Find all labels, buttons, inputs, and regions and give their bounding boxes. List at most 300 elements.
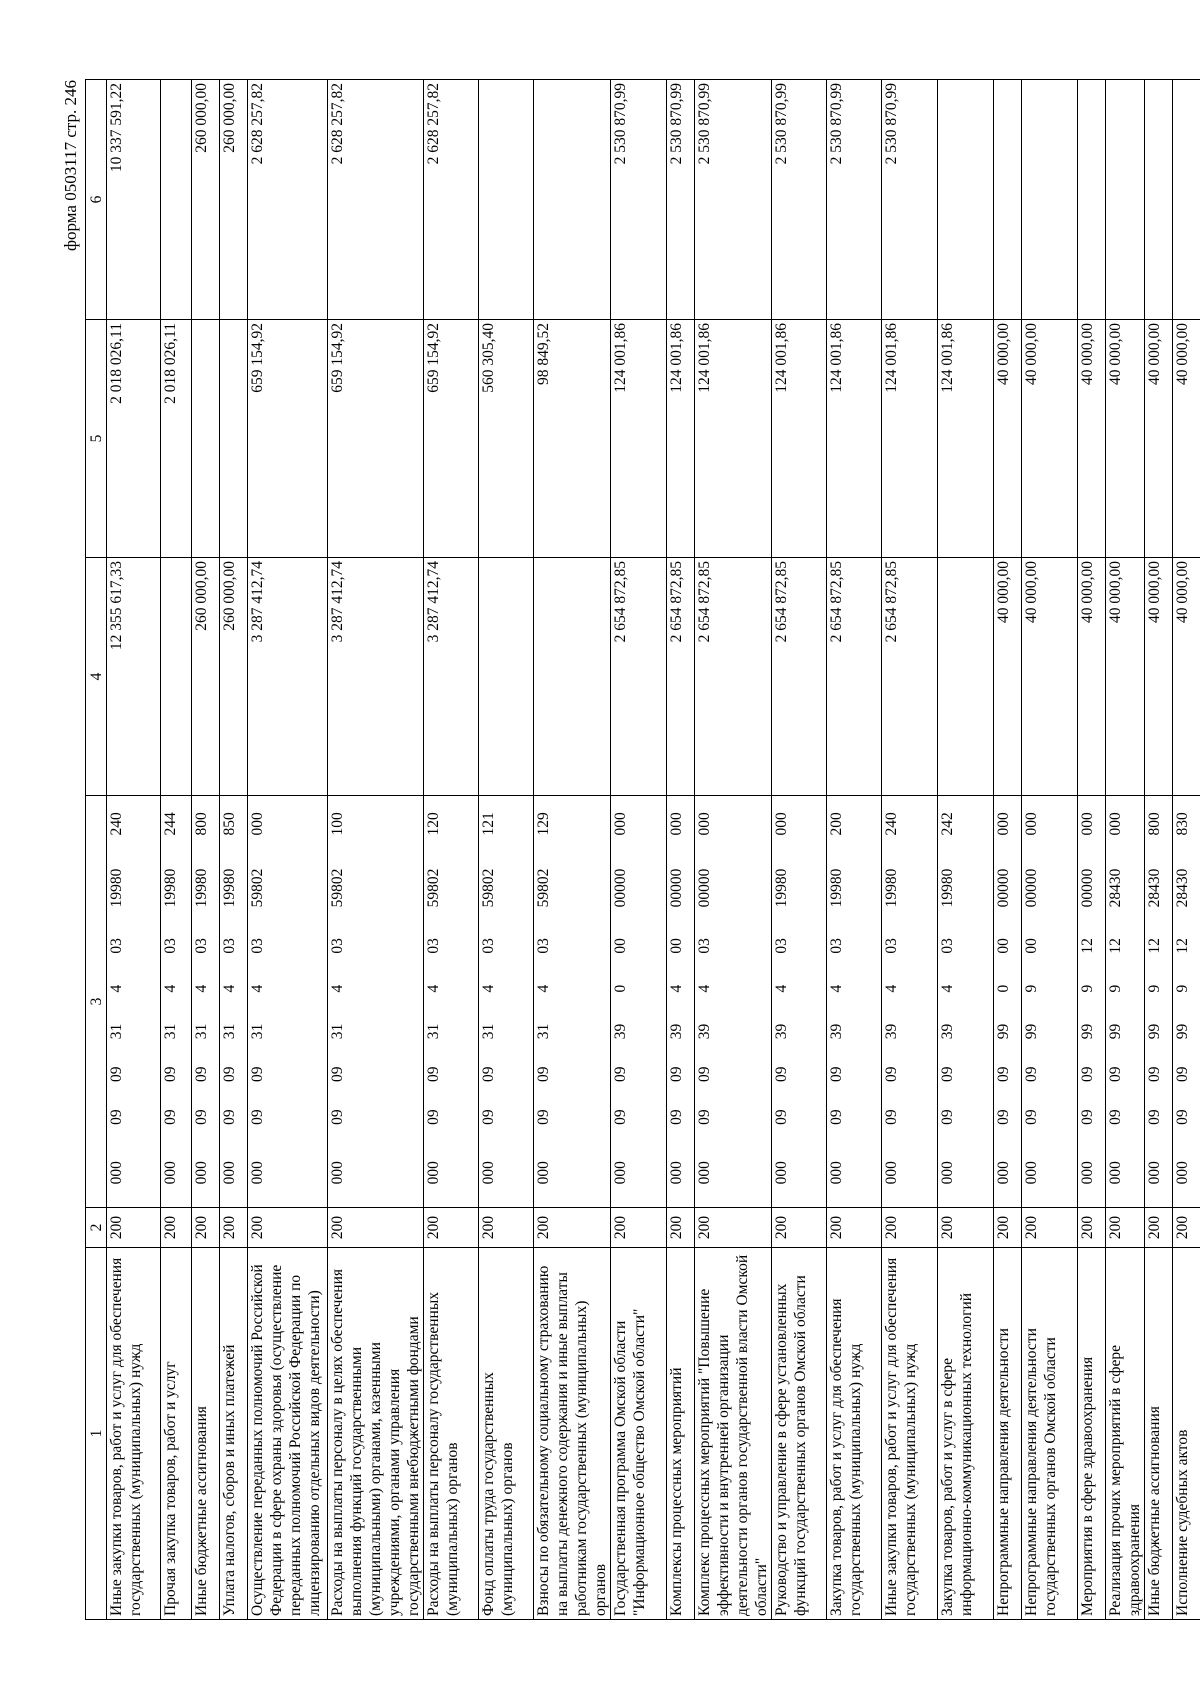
- code-segment: 000: [1079, 812, 1096, 836]
- executed-amount: 2 018 026,11: [107, 320, 161, 558]
- unexecuted-amount: 2 628 257,82: [424, 80, 479, 320]
- row-name: Закупка товаров, работ и услуг для обеспечения государственных (муниципальных) нужд: [827, 1248, 882, 1620]
- code-segment: 09: [162, 1066, 179, 1083]
- row-classification-code: [1173, 796, 1200, 1208]
- code-segment: 09: [1107, 1109, 1124, 1125]
- code-segment: 09: [425, 1066, 442, 1083]
- approved-amount: 40 000,00: [994, 558, 1022, 796]
- row-line-code: 200: [1022, 1208, 1078, 1248]
- code-segment: 59802: [480, 868, 497, 908]
- code-segment: 240: [108, 812, 125, 836]
- row-line-code: 200: [695, 1208, 772, 1248]
- code-segment: 03: [773, 938, 790, 954]
- code-segment: 00: [668, 938, 685, 954]
- code-segment: 240: [883, 812, 900, 836]
- unexecuted-amount: [479, 80, 534, 320]
- code-segment: 830: [1174, 812, 1191, 836]
- unexecuted-amount: 2 530 870,99: [882, 80, 938, 320]
- code-segment: 09: [883, 1066, 900, 1083]
- code-segment: 000: [1174, 1161, 1191, 1185]
- code-segment: 4: [108, 984, 125, 993]
- row-line-code: 200: [248, 1208, 328, 1248]
- table-row: [107, 80, 161, 1620]
- code-segment: 800: [193, 812, 210, 836]
- executed-amount: 659 154,92: [248, 320, 328, 558]
- code-segment: 59802: [535, 868, 552, 908]
- executed-amount: 124 001,86: [772, 320, 827, 558]
- code-segment: 99: [1107, 1023, 1124, 1040]
- code-segment: 00: [1023, 938, 1040, 954]
- code-segment: 12: [1174, 938, 1191, 954]
- code-segment: 31: [162, 1023, 179, 1040]
- code-segment: 31: [425, 1023, 442, 1040]
- unexecuted-amount: 2 628 257,82: [248, 80, 328, 320]
- row-line-code: 200: [1078, 1208, 1106, 1248]
- code-segment: 0: [995, 984, 1012, 993]
- row-classification-code: [695, 796, 772, 1208]
- row-line-code: 200: [772, 1208, 827, 1248]
- code-segment: 09: [612, 1109, 629, 1125]
- code-segment: 39: [612, 1023, 629, 1040]
- code-segment: 4: [162, 984, 179, 993]
- unexecuted-amount: 2 628 257,82: [328, 80, 424, 320]
- executed-amount: 659 154,92: [424, 320, 479, 558]
- code-segment: 09: [425, 1109, 442, 1125]
- code-segment: 09: [1146, 1066, 1163, 1083]
- unexecuted-amount: 2 530 870,99: [695, 80, 772, 320]
- code-segment: 09: [1146, 1109, 1163, 1125]
- table-row: [424, 80, 479, 1620]
- row-name: Расходы на выплаты персоналу государственных (муниципальных) органов: [424, 1248, 479, 1620]
- approved-amount: 40 000,00: [1173, 558, 1200, 796]
- row-classification-code: [328, 796, 424, 1208]
- table-row: [772, 80, 827, 1620]
- code-segment: 09: [329, 1066, 346, 1083]
- table-row: [534, 80, 611, 1620]
- code-segment: 09: [108, 1109, 125, 1125]
- code-segment: 000: [480, 1161, 497, 1185]
- code-segment: 09: [249, 1109, 266, 1125]
- unexecuted-amount: 2 530 870,99: [827, 80, 882, 320]
- code-segment: 19980: [883, 868, 900, 908]
- code-segment: 39: [828, 1023, 845, 1040]
- code-segment: 39: [883, 1023, 900, 1040]
- code-segment: 000: [329, 1161, 346, 1185]
- code-segment: 09: [696, 1066, 713, 1083]
- row-name: Иные закупки товаров, работ и услуг для обеспечения государственных (муниципальных) нужд: [882, 1248, 938, 1620]
- code-segment: 000: [612, 812, 629, 836]
- code-segment: 03: [108, 938, 125, 954]
- executed-amount: 124 001,86: [827, 320, 882, 558]
- executed-amount: 40 000,00: [994, 320, 1022, 558]
- row-classification-code: [882, 796, 938, 1208]
- row-line-code: 200: [534, 1208, 611, 1248]
- code-segment: 4: [828, 984, 845, 993]
- code-segment: 000: [1107, 812, 1124, 836]
- code-segment: 09: [1023, 1109, 1040, 1125]
- approved-amount: 2 654 872,85: [611, 558, 667, 796]
- code-segment: 03: [221, 938, 238, 954]
- code-segment: 99: [995, 1023, 1012, 1040]
- executed-amount: 124 001,86: [667, 320, 695, 558]
- form-label: форма 0503117 стр. 246: [61, 80, 80, 251]
- header-cell: 4: [86, 558, 107, 796]
- code-segment: 09: [1079, 1109, 1096, 1125]
- code-segment: 000: [668, 1161, 685, 1185]
- code-segment: 4: [480, 984, 497, 993]
- code-segment: 59802: [329, 868, 346, 908]
- approved-amount: 2 654 872,85: [827, 558, 882, 796]
- approved-amount: 3 287 412,74: [328, 558, 424, 796]
- code-segment: 19980: [773, 868, 790, 908]
- code-segment: 00000: [668, 868, 685, 908]
- code-segment: 000: [1146, 1161, 1163, 1185]
- code-segment: 99: [1079, 1023, 1096, 1040]
- code-segment: 00: [995, 938, 1012, 954]
- approved-amount: 12 355 617,33: [107, 558, 161, 796]
- approved-amount: 40 000,00: [1145, 558, 1173, 796]
- unexecuted-amount: [1145, 80, 1173, 320]
- code-segment: 59802: [425, 868, 442, 908]
- row-classification-code: [192, 796, 220, 1208]
- executed-amount: 40 000,00: [1106, 320, 1145, 558]
- row-classification-code: [220, 796, 248, 1208]
- row-line-code: 200: [161, 1208, 192, 1248]
- row-classification-code: [1022, 796, 1078, 1208]
- budget-table: [85, 79, 1200, 1620]
- approved-amount: 40 000,00: [1106, 558, 1145, 796]
- executed-amount: 124 001,86: [695, 320, 772, 558]
- code-segment: 000: [221, 1161, 238, 1185]
- unexecuted-amount: 260 000,00: [220, 80, 248, 320]
- code-segment: 39: [696, 1023, 713, 1040]
- row-classification-code: [667, 796, 695, 1208]
- code-segment: 000: [249, 812, 266, 836]
- code-segment: 4: [193, 984, 210, 993]
- code-segment: 000: [1107, 1161, 1124, 1185]
- code-segment: 19980: [193, 868, 210, 908]
- code-segment: 00000: [995, 868, 1012, 908]
- code-segment: 09: [939, 1066, 956, 1083]
- unexecuted-amount: [1078, 80, 1106, 320]
- row-name: Комплекс процессных мероприятий "Повышение эффективности и внутренней организации деятельности органов государственной власти Омской области": [695, 1248, 772, 1620]
- code-segment: 19980: [828, 868, 845, 908]
- code-segment: 09: [193, 1066, 210, 1083]
- code-segment: 09: [329, 1109, 346, 1125]
- row-name: Взносы по обязательному социальному страхованию на выплаты денежного содержания и иные выплаты работникам государственных (муниципальных) органов: [534, 1248, 611, 1620]
- executed-amount: 40 000,00: [1145, 320, 1173, 558]
- approved-amount: [161, 558, 192, 796]
- code-segment: 9: [1023, 984, 1040, 993]
- code-segment: 850: [221, 812, 238, 836]
- code-segment: 09: [1107, 1066, 1124, 1083]
- unexecuted-amount: [1106, 80, 1145, 320]
- row-classification-code: [772, 796, 827, 1208]
- row-line-code: 200: [192, 1208, 220, 1248]
- approved-amount: 3 287 412,74: [424, 558, 479, 796]
- row-name: Закупка товаров, работ и услуг в сфере информационно-коммуникационных технологий: [938, 1248, 994, 1620]
- table-row: [479, 80, 534, 1620]
- row-name: Мероприятия в сфере здравоохранения: [1078, 1248, 1106, 1620]
- row-name: Иные бюджетные ассигнования: [192, 1248, 220, 1620]
- table-row: [938, 80, 994, 1620]
- code-segment: 09: [108, 1066, 125, 1083]
- code-segment: 000: [995, 1161, 1012, 1185]
- approved-amount: [479, 558, 534, 796]
- code-segment: 00000: [612, 868, 629, 908]
- row-line-code: 200: [994, 1208, 1022, 1248]
- code-segment: 09: [773, 1109, 790, 1125]
- unexecuted-amount: 260 000,00: [192, 80, 220, 320]
- code-segment: 03: [480, 938, 497, 954]
- unexecuted-amount: [161, 80, 192, 320]
- row-line-code: 200: [882, 1208, 938, 1248]
- table-row: [1078, 80, 1106, 1620]
- executed-amount: 2 018 026,11: [161, 320, 192, 558]
- code-segment: 00000: [696, 868, 713, 908]
- executed-amount: 124 001,86: [938, 320, 994, 558]
- row-name: Осуществление переданных полномочий Российской Федерации в сфере охраны здоровья (осуществление переданных полномочий Российской Федерации по лицензированию отдельных видов деятельности): [248, 1248, 328, 1620]
- code-segment: 000: [535, 1161, 552, 1185]
- table-row: [611, 80, 667, 1620]
- code-segment: 000: [773, 812, 790, 836]
- row-classification-code: [1078, 796, 1106, 1208]
- table-body: [107, 80, 1200, 1620]
- unexecuted-amount: [994, 80, 1022, 320]
- code-segment: 03: [828, 938, 845, 954]
- code-segment: 000: [193, 1161, 210, 1185]
- code-segment: 00: [612, 938, 629, 954]
- executed-amount: 124 001,86: [882, 320, 938, 558]
- code-segment: 31: [480, 1023, 497, 1040]
- code-segment: 120: [425, 812, 442, 836]
- code-segment: 242: [939, 812, 956, 836]
- executed-amount: 98 849,52: [534, 320, 611, 558]
- code-segment: 09: [612, 1066, 629, 1083]
- code-segment: 19980: [939, 868, 956, 908]
- table-row: [1022, 80, 1078, 1620]
- code-segment: 09: [480, 1066, 497, 1083]
- code-segment: 09: [995, 1109, 1012, 1125]
- row-classification-code: [424, 796, 479, 1208]
- row-name: Руководство и управление в сфере установленных функций государственных органов Омской области: [772, 1248, 827, 1620]
- code-segment: 39: [668, 1023, 685, 1040]
- row-line-code: 200: [424, 1208, 479, 1248]
- code-segment: 000: [612, 1161, 629, 1185]
- executed-amount: 560 305,40: [479, 320, 534, 558]
- code-segment: 09: [1174, 1066, 1191, 1083]
- code-segment: 121: [480, 812, 497, 836]
- row-name: Уплата налогов, сборов и иных платежей: [220, 1248, 248, 1620]
- executed-amount: [220, 320, 248, 558]
- approved-amount: 40 000,00: [1078, 558, 1106, 796]
- code-segment: 129: [535, 812, 552, 836]
- code-segment: 00000: [1023, 868, 1040, 908]
- code-segment: 4: [249, 984, 266, 993]
- code-segment: 09: [696, 1109, 713, 1125]
- code-segment: 000: [696, 812, 713, 836]
- code-segment: 000: [1079, 1161, 1096, 1185]
- approved-amount: [938, 558, 994, 796]
- code-segment: 19980: [108, 868, 125, 908]
- code-segment: 244: [162, 812, 179, 836]
- code-segment: 09: [1079, 1066, 1096, 1083]
- row-line-code: 200: [611, 1208, 667, 1248]
- code-segment: 000: [939, 1161, 956, 1185]
- table-row: [882, 80, 938, 1620]
- row-name: Непрограммные направления деятельности государственных органов Омской области: [1022, 1248, 1078, 1620]
- executed-amount: 124 001,86: [611, 320, 667, 558]
- code-segment: 800: [1146, 812, 1163, 836]
- code-segment: 31: [329, 1023, 346, 1040]
- table-row: [220, 80, 248, 1620]
- code-segment: 000: [108, 1161, 125, 1185]
- code-segment: 09: [1174, 1109, 1191, 1125]
- code-segment: 09: [1023, 1066, 1040, 1083]
- code-segment: 9: [1174, 984, 1191, 993]
- code-segment: 31: [193, 1023, 210, 1040]
- code-segment: 4: [883, 984, 900, 993]
- code-segment: 09: [221, 1066, 238, 1083]
- code-segment: 4: [535, 984, 552, 993]
- executed-amount: 40 000,00: [1022, 320, 1078, 558]
- row-line-code: 200: [1145, 1208, 1173, 1248]
- code-segment: 000: [1023, 812, 1040, 836]
- row-line-code: 200: [667, 1208, 695, 1248]
- code-segment: 03: [162, 938, 179, 954]
- code-segment: 09: [939, 1109, 956, 1125]
- header-cell: 6: [86, 80, 107, 320]
- row-classification-code: [1145, 796, 1173, 1208]
- code-segment: 19980: [162, 868, 179, 908]
- code-segment: 03: [883, 938, 900, 954]
- code-segment: 59802: [249, 868, 266, 908]
- approved-amount: 260 000,00: [192, 558, 220, 796]
- code-segment: 28430: [1174, 868, 1191, 908]
- code-segment: 4: [696, 984, 713, 993]
- code-segment: 4: [425, 984, 442, 993]
- code-segment: 000: [696, 1161, 713, 1185]
- row-classification-code: [248, 796, 328, 1208]
- code-segment: 09: [221, 1109, 238, 1125]
- code-segment: 4: [773, 984, 790, 993]
- code-segment: 03: [249, 938, 266, 954]
- row-line-code: 200: [938, 1208, 994, 1248]
- code-segment: 03: [425, 938, 442, 954]
- code-segment: 03: [535, 938, 552, 954]
- row-classification-code: [994, 796, 1022, 1208]
- code-segment: 09: [828, 1066, 845, 1083]
- code-segment: 99: [1146, 1023, 1163, 1040]
- header-cell: 3: [86, 796, 107, 1208]
- code-segment: 9: [1079, 984, 1096, 993]
- code-segment: 12: [1146, 938, 1163, 954]
- row-classification-code: [534, 796, 611, 1208]
- row-name: Исполнение судебных актов: [1173, 1248, 1200, 1620]
- executed-amount: 40 000,00: [1173, 320, 1200, 558]
- code-segment: 03: [696, 938, 713, 954]
- row-classification-code: [161, 796, 192, 1208]
- code-segment: 03: [939, 938, 956, 954]
- table-row: [192, 80, 220, 1620]
- header-cell: 1: [86, 1248, 107, 1620]
- table-row: [328, 80, 424, 1620]
- row-name: Реализация прочих мероприятий в сфере здравоохранения: [1106, 1248, 1145, 1620]
- code-segment: 03: [329, 938, 346, 954]
- code-segment: 09: [193, 1109, 210, 1125]
- approved-amount: [534, 558, 611, 796]
- code-segment: 99: [1174, 1023, 1191, 1040]
- code-segment: 000: [249, 1161, 266, 1185]
- row-classification-code: [479, 796, 534, 1208]
- code-segment: 28430: [1107, 868, 1124, 908]
- code-segment: 09: [162, 1109, 179, 1125]
- row-name: Иные закупки товаров, работ и услуг для обеспечения государственных (муниципальных) нужд: [107, 1248, 161, 1620]
- approved-amount: 2 654 872,85: [882, 558, 938, 796]
- row-line-code: 200: [328, 1208, 424, 1248]
- code-segment: 000: [828, 1161, 845, 1185]
- code-segment: 0: [612, 984, 629, 993]
- row-line-code: 200: [220, 1208, 248, 1248]
- table-row: [1145, 80, 1173, 1620]
- code-segment: 200: [828, 812, 845, 836]
- code-segment: 000: [425, 1161, 442, 1185]
- approved-amount: 2 654 872,85: [667, 558, 695, 796]
- code-segment: 09: [995, 1066, 1012, 1083]
- table-row: [994, 80, 1022, 1620]
- code-segment: 39: [773, 1023, 790, 1040]
- header-row: [86, 80, 107, 1620]
- code-segment: 4: [329, 984, 346, 993]
- code-segment: 09: [249, 1066, 266, 1083]
- row-name: Комплексы процессных мероприятий: [667, 1248, 695, 1620]
- table-row: [667, 80, 695, 1620]
- code-segment: 09: [535, 1109, 552, 1125]
- code-segment: 4: [668, 984, 685, 993]
- approved-amount: 2 654 872,85: [772, 558, 827, 796]
- table-row: [161, 80, 192, 1620]
- code-segment: 09: [883, 1109, 900, 1125]
- row-classification-code: [611, 796, 667, 1208]
- row-name: Расходы на выплаты персоналу в целях обеспечения выполнения функций государственными (муниципальными) органами, казенными учреждениями, органами управления государственными внебюджетными фондами: [328, 1248, 424, 1620]
- header-cell: 2: [86, 1208, 107, 1248]
- code-segment: 09: [773, 1066, 790, 1083]
- executed-amount: 659 154,92: [328, 320, 424, 558]
- header-cell: 5: [86, 320, 107, 558]
- approved-amount: 3 287 412,74: [248, 558, 328, 796]
- row-name: Непрограммные направления деятельности: [994, 1248, 1022, 1620]
- approved-amount: 2 654 872,85: [695, 558, 772, 796]
- row-name: Иные бюджетные ассигнования: [1145, 1248, 1173, 1620]
- executed-amount: 40 000,00: [1078, 320, 1106, 558]
- code-segment: 09: [535, 1066, 552, 1083]
- code-segment: 99: [1023, 1023, 1040, 1040]
- unexecuted-amount: [1173, 80, 1200, 320]
- code-segment: 12: [1107, 938, 1124, 954]
- table-row: [248, 80, 328, 1620]
- row-classification-code: [938, 796, 994, 1208]
- code-segment: 09: [668, 1066, 685, 1083]
- code-segment: 9: [1146, 984, 1163, 993]
- unexecuted-amount: 2 530 870,99: [772, 80, 827, 320]
- unexecuted-amount: [534, 80, 611, 320]
- row-name: Прочая закупка товаров, работ и услуг: [161, 1248, 192, 1620]
- row-line-code: 200: [479, 1208, 534, 1248]
- code-segment: 12: [1079, 938, 1096, 954]
- code-segment: 31: [221, 1023, 238, 1040]
- row-classification-code: [827, 796, 882, 1208]
- code-segment: 4: [221, 984, 238, 993]
